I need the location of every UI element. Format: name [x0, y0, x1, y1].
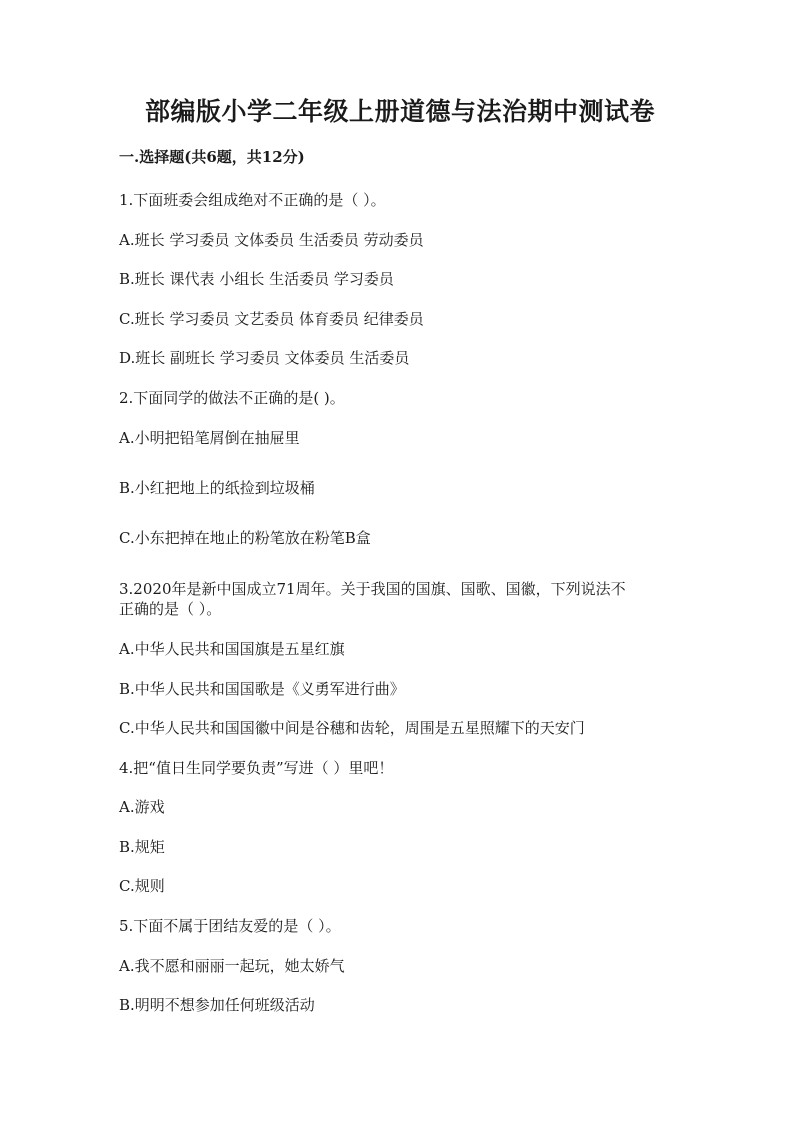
question-4-option-c: C.规则 [119, 877, 165, 895]
question-3-option-a: A.中华人民共和国国旗是五星红旗 [119, 640, 345, 658]
question-4-stem: 4.把“值日生同学要负责”写进（ ）里吧！ [119, 759, 394, 777]
question-2-stem: 2.下面同学的做法不正确的是( )。 [119, 389, 345, 407]
question-3-option-b: B.中华人民共和国国歌是《义勇军进行曲》 [119, 680, 405, 698]
question-2-option-c: C.小东把掉在地止的粉笔放在粉笔B盒 [119, 529, 371, 547]
question-4-option-a: A.游戏 [119, 798, 165, 816]
question-5-option-a: A.我不愿和丽丽一起玩，她太娇气 [119, 957, 345, 975]
question-1-option-a: A.班长 学习委员 文体委员 生活委员 劳动委员 [119, 231, 424, 249]
section-heading: 一.选择题(共6题，共12分) [119, 148, 305, 166]
question-1-option-b: B.班长 课代表 小组长 生活委员 学习委员 [119, 270, 394, 288]
question-2-option-a: A.小明把铅笔屑倒在抽屉里 [119, 429, 300, 447]
question-5-option-b: B.明明不想参加任何班级活动 [119, 996, 315, 1014]
question-3-option-c: C.中华人民共和国国徽中间是谷穗和齿轮，周围是五星照耀下的天安门 [119, 719, 585, 737]
question-4-option-b: B.规矩 [119, 838, 165, 856]
question-2-option-b: B.小红把地上的纸捡到垃圾桶 [119, 479, 315, 497]
question-3-stem-line-2: 正确的是（ ）。 [119, 600, 222, 618]
question-1-stem: 1.下面班委会组成绝对不正确的是（ ）。 [119, 191, 386, 209]
question-1-option-c: C.班长 学习委员 文艺委员 体育委员 纪律委员 [119, 310, 424, 328]
question-5-stem: 5.下面不属于团结友爱的是（ ）。 [119, 917, 341, 935]
page-title: 部编版小学二年级上册道德与法治期中测试卷 [144, 97, 655, 126]
question-3-stem-line-1: 3.2020年是新中国成立71周年。关于我国的国旗、国歌、国徽，下列说法不 [119, 580, 626, 598]
question-1-option-d: D.班长 副班长 学习委员 文体委员 生活委员 [119, 349, 410, 367]
